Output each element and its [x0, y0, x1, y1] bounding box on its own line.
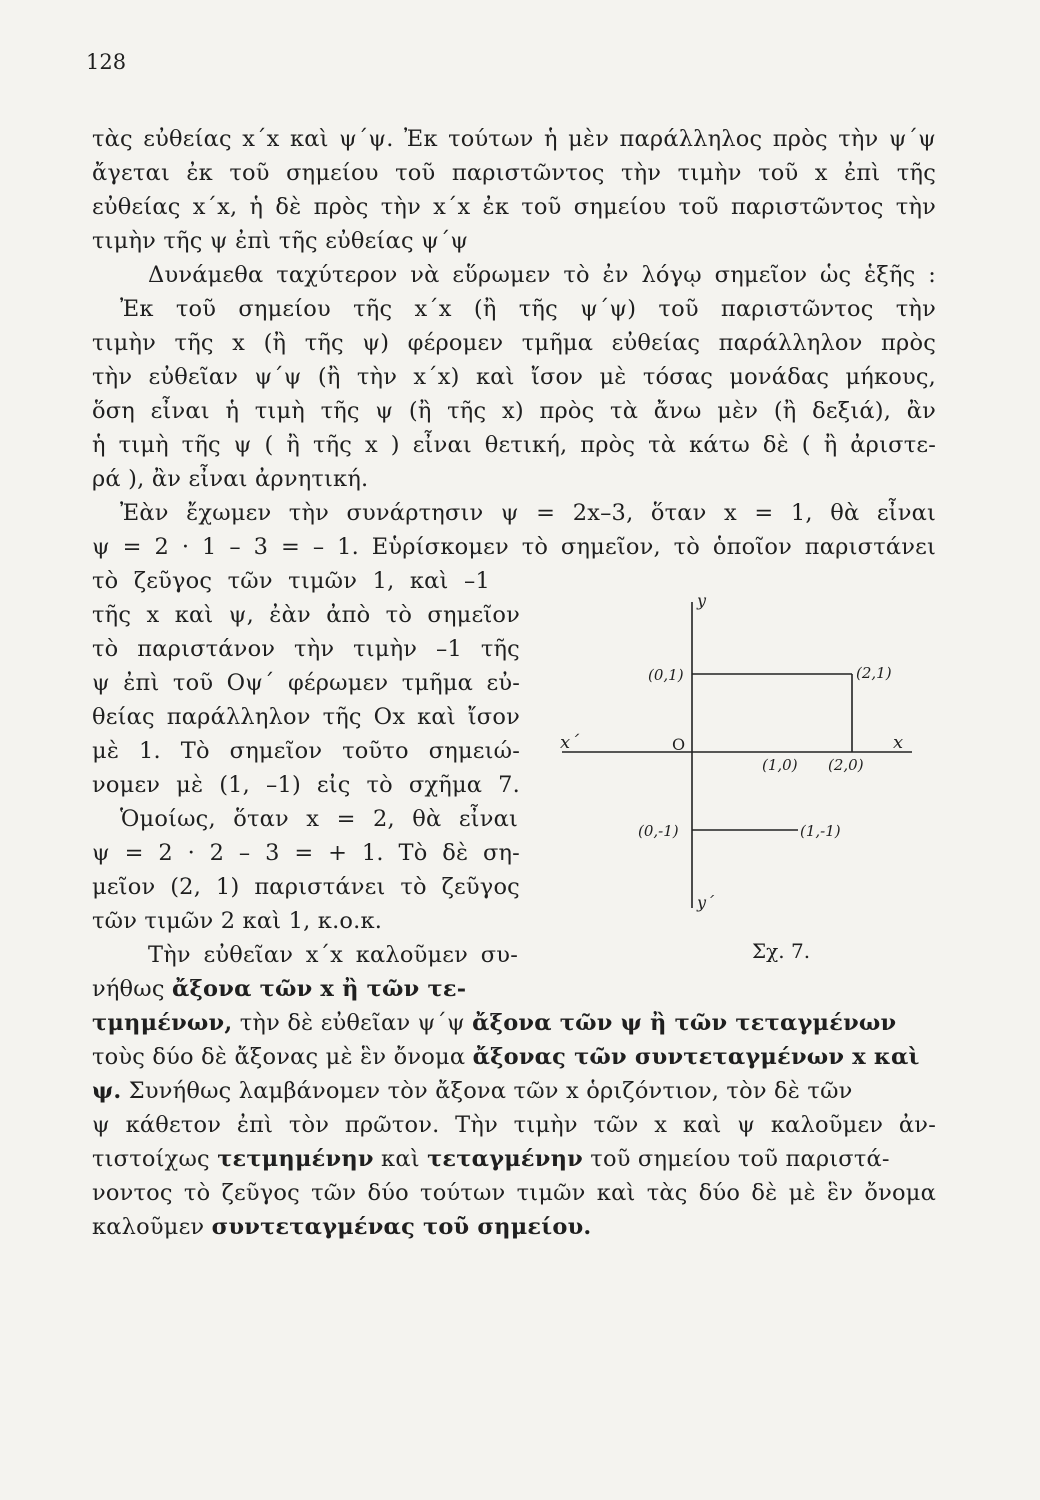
- coordinate-figure: [560, 590, 920, 980]
- term-psi: ψ.: [92, 1078, 122, 1104]
- text-line: ψ. Συνήθως λαμβάνομεν τὸν ἄξονα τῶν x ὁριζόντιον, τὸν δὲ τῶν: [92, 1078, 853, 1104]
- text-line: ἡ τιμὴ τῆς ψ ( ἢ τῆς x ) εἶναι θετική, πρὸς τὰ κάτω δὲ ( ἢ ἀριστε-: [92, 432, 936, 458]
- label-point-2-1: (2,1): [856, 664, 892, 682]
- term-ordinate: τεταγμένην: [427, 1146, 583, 1172]
- label-x-right: x: [893, 732, 904, 753]
- text-line: τμημένων, τὴν δὲ εὐθεῖαν ψ΄ψ ἄξονα τῶν ψ ἢ τῶν τεταγμένων: [92, 1010, 897, 1036]
- text-line: Τὴν εὐθεῖαν x΄x καλοῦμεν συ-: [148, 942, 518, 968]
- text-line: ψ = 2 · 1 – 3 = – 1. Εὑρίσκομεν τὸ σημεῖον, τὸ ὁποῖον παριστάνει: [92, 534, 936, 560]
- term-y-axis: ἄξονα τῶν ψ ἢ τῶν τεταγμένων: [472, 1010, 897, 1036]
- label-y-bottom: y΄: [697, 893, 715, 912]
- text-line: ψ κάθετον ἐπὶ τὸν πρῶτον. Τὴν τιμὴν τῶν x καὶ ψ καλοῦμεν ἀν-: [92, 1112, 936, 1138]
- term-coordinate-axes: ἄξονας τῶν συντεταγμένων x καὶ: [472, 1044, 920, 1070]
- text-line: τιμὴν τῆς x (ἢ τῆς ψ) φέρομεν τμῆμα εὐθείας παράλληλον πρὸς: [92, 330, 936, 356]
- term-abscissa: τετμημένην: [217, 1146, 374, 1172]
- text-line: ἄγεται ἐκ τοῦ σημείου τοῦ παριστῶντος τὴν τιμὴν τοῦ x ἐπὶ τῆς: [92, 160, 936, 186]
- label-origin: O: [672, 735, 686, 754]
- text-line: τιστοίχως τετμημένην καὶ τεταγμένην τοῦ σημείου τοῦ παριστά-: [92, 1146, 890, 1172]
- label-point-1-minus1: (1,-1): [800, 822, 841, 840]
- label-x-left: x΄: [560, 732, 580, 753]
- text-line: Ἐκ τοῦ σημείου τῆς x΄x (ἢ τῆς ψ΄ψ) τοῦ παριστῶντος τὴν: [120, 296, 936, 322]
- text-line: τὸ παριστάνον τὴν τιμὴν –1 τῆς: [92, 636, 520, 662]
- text-line: τὸ ζεῦγος τῶν τιμῶν 1, καὶ –1: [92, 568, 490, 594]
- text-line: ὅση εἶναι ἡ τιμὴ τῆς ψ (ἢ τῆς x) πρὸς τὰ ἄνω μὲν (ἢ δεξιά), ἂν: [92, 398, 936, 424]
- text-line: νήθως ἄξονα τῶν x ἢ τῶν τε-: [92, 976, 467, 1002]
- text-line: τὴν εὐθεῖαν ψ΄ψ (ἢ τὴν x΄x) καὶ ἴσον μὲ τόσας μονάδας μήκους,: [92, 364, 936, 390]
- term-coordinates: συντεταγμένας τοῦ σημείου.: [211, 1214, 592, 1240]
- text-line: θείας παράλληλον τῆς Οx καὶ ἴσον: [92, 704, 520, 730]
- text-line: νοντος τὸ ζεῦγος τῶν δύο τούτων τιμῶν καὶ τὰς δύο δὲ μὲ ἓν ὄνομα: [92, 1180, 936, 1206]
- term-abscissas: τμημένων,: [92, 1010, 233, 1036]
- label-y-top: y: [697, 591, 707, 610]
- text-line: ρά ), ἂν εἶναι ἀρνητική.: [92, 466, 369, 492]
- text-line: ψ = 2 · 2 – 3 = + 1. Τὸ δὲ ση-: [92, 840, 520, 866]
- term-x-axis: ἄξονα τῶν x ἢ τῶν τε-: [172, 976, 467, 1002]
- text-line: τοὺς δύο δὲ ἄξονας μὲ ἓν ὄνομα ἄξονας τῶν συντεταγμένων x καὶ: [92, 1044, 920, 1070]
- text-line: τῆς x καὶ ψ, ἐὰν ἀπὸ τὸ σημεῖον: [92, 602, 520, 628]
- label-point-0-minus1: (0,-1): [638, 822, 679, 840]
- figure-caption: Σχ. 7.: [752, 939, 811, 963]
- label-point-1-0: (1,0): [762, 756, 798, 774]
- text-line: μεῖον (2, 1) παριστάνει τὸ ζεῦγος: [92, 874, 520, 900]
- text-line: καλοῦμεν συντεταγμένας τοῦ σημείου.: [92, 1214, 592, 1240]
- text-line: νομεν μὲ (1, –1) εἰς τὸ σχῆμα 7.: [92, 772, 520, 798]
- text-line: τιμὴν τῆς ψ ἐπὶ τῆς εὐθείας ψ΄ψ: [92, 228, 469, 254]
- text-line: μὲ 1. Τὸ σημεῖον τοῦτο σημειώ-: [92, 738, 520, 764]
- text-line: ψ ἐπὶ τοῦ Οψ΄ φέρωμεν τμῆμα εὐ-: [92, 670, 520, 696]
- text-line: Ἐὰν ἔχωμεν τὴν συνάρτησιν ψ = 2x–3, ὅταν x = 1, θὰ εἶναι: [120, 500, 936, 526]
- label-point-0-1: (0,1): [648, 666, 684, 684]
- label-point-2-0: (2,0): [828, 756, 864, 774]
- text-line: Ὁμοίως, ὅταν x = 2, θὰ εἶναι: [120, 806, 518, 832]
- text-line: εὐθείας x΄x, ἡ δὲ πρὸς τὴν x΄x ἐκ τοῦ σημείου τοῦ παριστῶντος τὴν: [92, 194, 936, 220]
- page-number: 128: [86, 50, 127, 74]
- text-line: Δυνάμεθα ταχύτερον νὰ εὕρωμεν τὸ ἐν λόγῳ σημεῖον ὡς ἑξῆς :: [148, 262, 936, 288]
- text-line: τῶν τιμῶν 2 καὶ 1, κ.ο.κ.: [92, 908, 383, 934]
- text-line: τὰς εὐθείας x΄x καὶ ψ΄ψ. Ἐκ τούτων ἡ μὲν παράλληλος πρὸς τὴν ψ΄ψ: [92, 126, 936, 152]
